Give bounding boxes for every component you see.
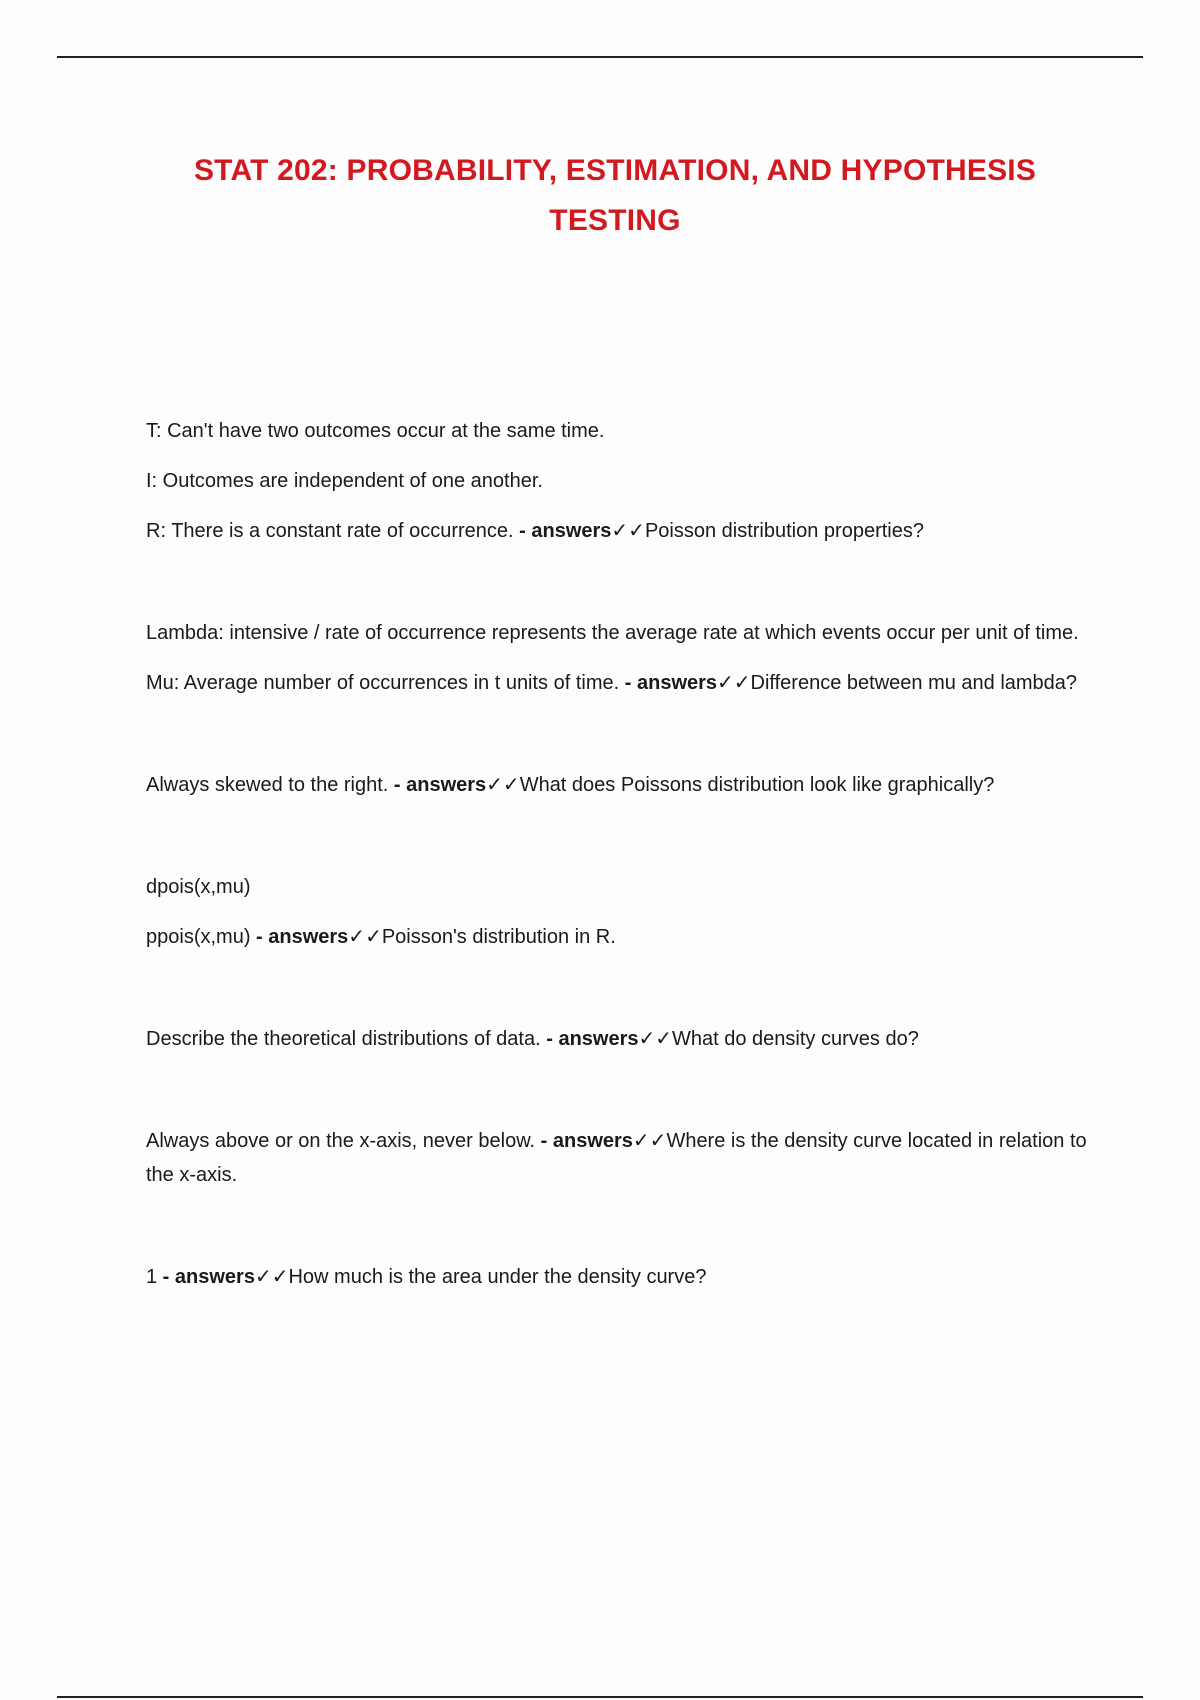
answer-question-line [146,1022,1106,1056]
answer-text: Describe the theoretical distributions of data. [146,1028,541,1050]
answer-line: T: Can't have two outcomes occur at the same time. [146,420,605,442]
answer-text: ppois(x,mu) [146,926,251,948]
answer-question-line [146,920,1106,954]
answer-text: Mu: Average number of occurrences in t units of time. [146,672,620,694]
qa-entry [146,1124,1106,1192]
page-top-rule [57,56,1143,58]
question-text: Poisson's distribution in R. [381,926,616,948]
document-title: STAT 202: PROBABILITY, ESTIMATION, AND HYPOTHESIS TESTING [193,154,1037,237]
qa-entry [146,870,1106,954]
qa-entry [146,414,1106,548]
question-text: Poisson distribution properties? [644,520,924,542]
answer-question-line [146,768,1106,802]
question-text: Difference between mu and lambda? [750,672,1078,694]
answer-text: Always skewed to the right. [146,774,389,796]
answer-question-line [146,666,1106,700]
qa-entry [146,616,1106,700]
answer-line: Lambda: intensive / rate of occurrence represents the average rate at which events occur per unit of time. [146,622,1079,644]
question-text: How much is the area under the density curve? [288,1266,707,1288]
answer-marker: - answers✓✓ [619,672,751,694]
answer-marker: - answers✓✓ [157,1266,289,1288]
answer-question-line [146,514,1106,548]
answer-text: 1 [146,1266,158,1288]
answer-marker: - answers✓✓ [250,926,382,948]
qa-entry [146,1022,1106,1056]
answer-text: Always above or on the x-axis, never below. [146,1130,536,1152]
qa-entry [146,1260,1106,1294]
answer-marker: - answers✓✓ [540,1028,673,1050]
document-body [146,414,1106,1294]
question-text: Where is the density curve located in relation to the x-axis. [146,1130,1087,1186]
answer-marker: - answers✓✓ [513,520,645,542]
answer-marker: - answers✓✓ [388,774,520,796]
qa-entry [146,768,1106,802]
answer-line: dpois(x,mu) [146,876,251,898]
answer-question-line [146,1260,1106,1294]
answer-marker: - answers✓✓ [535,1130,667,1152]
question-text: What does Poissons distribution look like graphically? [519,774,995,796]
question-text: What do density curves do? [672,1028,919,1050]
answer-line: I: Outcomes are independent of one another. [146,470,543,492]
answer-text: R: There is a constant rate of occurrence. [146,520,514,542]
answer-question-line [146,1124,1106,1192]
page-bottom-rule [57,1696,1143,1698]
